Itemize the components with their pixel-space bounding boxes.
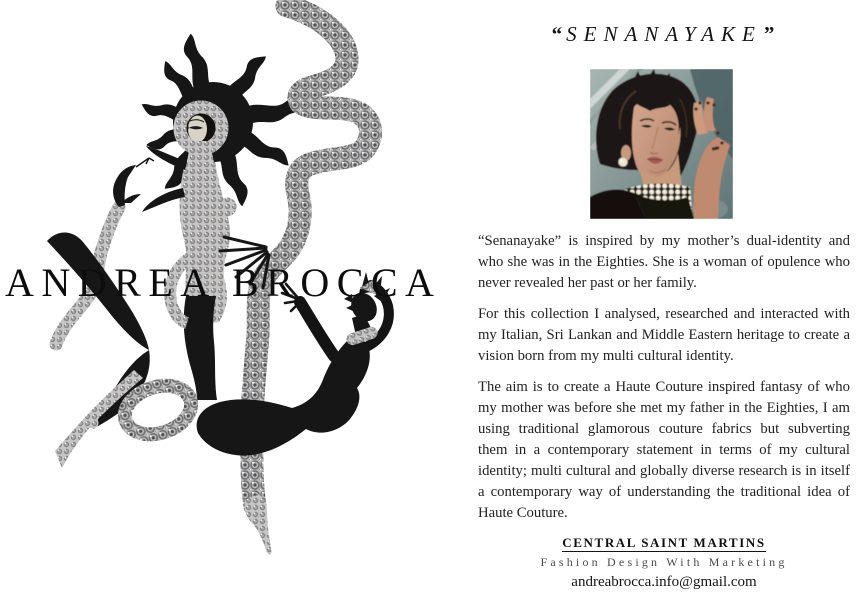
quote-close: ” bbox=[763, 22, 777, 46]
quote-open: “ bbox=[551, 22, 565, 46]
portrait-illustration bbox=[590, 69, 733, 219]
school-name: CENTRAL SAINT MARTINS bbox=[562, 535, 766, 550]
collection-title-text: SENANAYAKE bbox=[566, 22, 762, 46]
collection-title bbox=[478, 22, 850, 47]
aim-paragraph: The aim is to create a Haute Couture inspired fantasy of who my mother was before she met my father in the Eighties, I am using traditional glamorous couture fabrics but subverting them in a contemporary statement in terms of my cultural identity; multi cultural and globally diverse research is in itself a contemporary way of understanding the traditional idea of Haute Couture. bbox=[478, 379, 850, 521]
pearl-earring bbox=[619, 158, 628, 167]
dancer-body bbox=[197, 337, 370, 456]
black-pelvis bbox=[184, 296, 217, 400]
course-name: Fashion Design With Marketing bbox=[540, 555, 788, 569]
brand-wordmark: ANDREA BROCCA bbox=[5, 260, 442, 305]
portrait-photo bbox=[590, 69, 733, 219]
intro-paragraph: “Senanayake” is inspired by my mother’s dual-identity and who she was in the Eighties. She is a woman of opulence who never revealed her past or her family. bbox=[478, 233, 850, 291]
process-paragraph: For this collection I analysed, researched and interacted with my Italian, Sri Lankan and Middle Eastern heritage to create a vision born from my multi cultural identity. bbox=[478, 306, 850, 364]
contact-email: andreabrocca.info@gmail.com bbox=[571, 574, 757, 590]
statement-text bbox=[478, 231, 850, 534]
footer bbox=[478, 535, 850, 591]
sequin-leg-left bbox=[55, 370, 197, 468]
pointed-foot bbox=[244, 494, 271, 554]
wing-arm-lower bbox=[142, 188, 185, 212]
forked-tongue bbox=[136, 158, 154, 167]
